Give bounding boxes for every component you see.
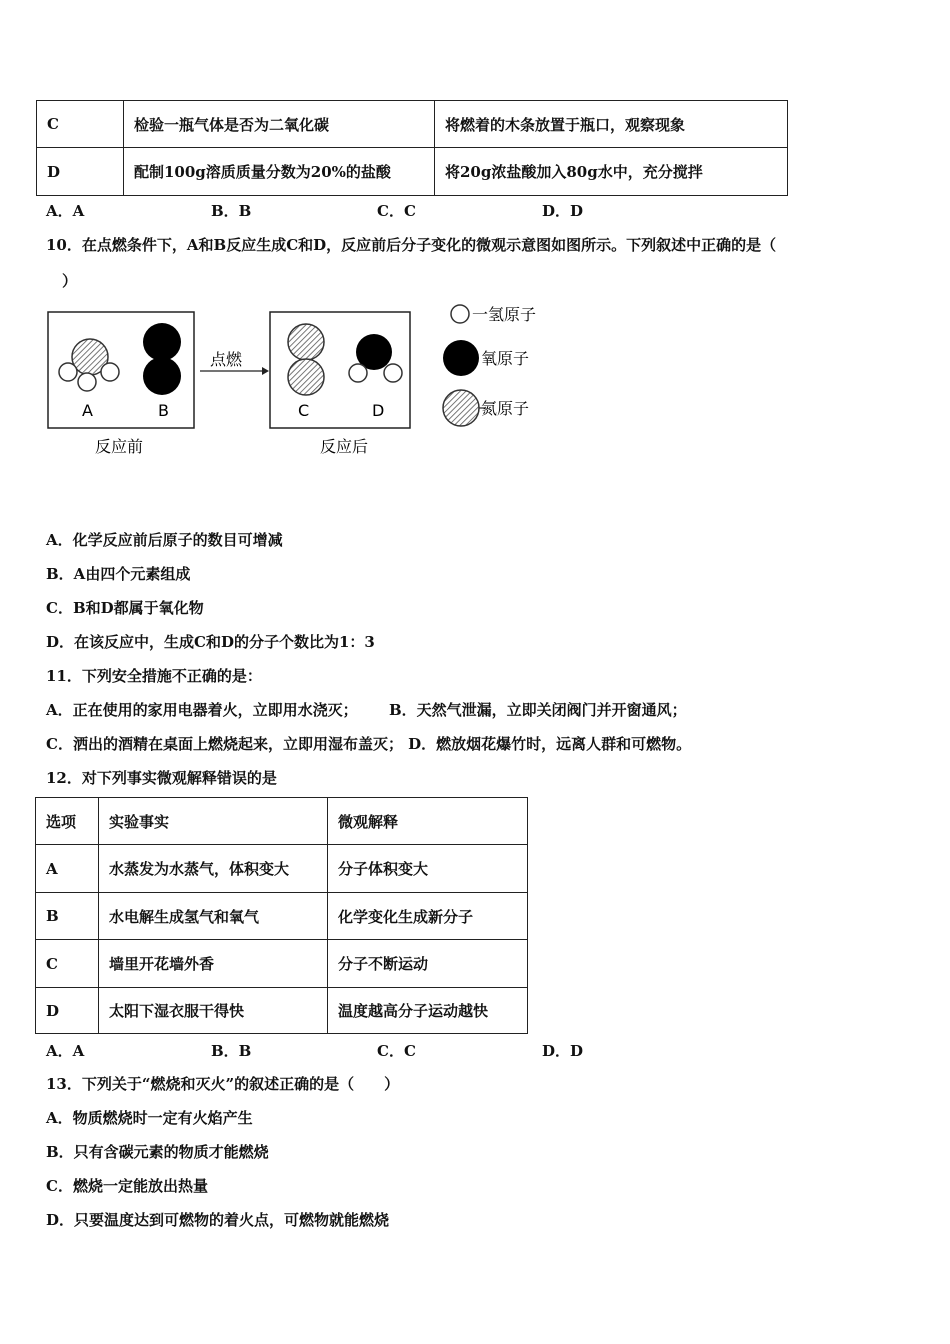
table-cell: D <box>36 988 99 1034</box>
hydrogen-atom-icon <box>101 363 119 381</box>
table-row <box>36 893 528 940</box>
q10-stem-end: ） <box>62 272 78 290</box>
hydrogen-legend-icon <box>451 305 469 323</box>
table-cell: 分子不断运动 <box>328 940 528 988</box>
table-cell: A <box>36 845 99 893</box>
q9-table <box>36 100 788 196</box>
table-row <box>36 940 528 988</box>
arrow-head-icon <box>262 367 269 375</box>
table-cell: 将燃着的木条放置于瓶口，观察现象 <box>435 101 788 148</box>
q11-options-line2[interactable]: C．洒出的酒精在桌面上燃烧起来，立即用湿布盖灭； D．燃放烟花爆竹时，远离人群和可燃物。 <box>46 735 692 753</box>
option-a[interactable]: A．A <box>46 1042 85 1060</box>
table-cell: B <box>36 893 99 940</box>
option-d[interactable]: D．D <box>542 202 584 220</box>
label-a: A <box>82 401 93 420</box>
table-header: 实验事实 <box>99 798 328 845</box>
table-row <box>37 101 788 148</box>
arrow-label: 点燃 <box>210 350 243 369</box>
table-cell: 配制100g溶质质量分数为20%的盐酸 <box>124 148 435 196</box>
table-cell: C <box>36 940 99 988</box>
table-row <box>36 988 528 1034</box>
q10-option-d[interactable]: D．在该反应中，生成C和D的分子个数比为1：3 <box>46 633 375 651</box>
oxygen-legend-icon <box>443 340 479 376</box>
table-cell: 墙里开花墙外香 <box>99 940 328 988</box>
q11-options-line1[interactable]: A．正在使用的家用电器着火，立即用水浇灭； B．天然气泄漏，立即关闭阀门并开窗通风； <box>46 701 687 719</box>
q10-stem: 10．在点燃条件下，A和B反应生成C和D，反应前后分子变化的微观示意图如图所示。下列叙述中正确的是（ <box>46 236 777 254</box>
nitrogen-legend-icon <box>443 390 479 426</box>
table-row <box>36 845 528 893</box>
table-header: 微观解释 <box>328 798 528 845</box>
option-b[interactable]: B．B <box>211 1042 252 1060</box>
label-d: D <box>372 401 385 420</box>
q13-option-b[interactable]: B．只有含碳元素的物质才能燃烧 <box>46 1143 269 1161</box>
legend-hydrogen: 一氢原子 <box>472 305 537 324</box>
q10-option-b[interactable]: B．A由四个元素组成 <box>46 565 191 583</box>
after-caption: 反应后 <box>320 437 369 456</box>
q11-stem: 11．下列安全措施不正确的是： <box>46 667 262 685</box>
option-d[interactable]: D．D <box>542 1042 584 1060</box>
nitrogen-atom-icon <box>288 359 324 395</box>
legend-nitrogen: 氮原子 <box>481 399 530 418</box>
nitrogen-atom-icon <box>288 324 324 360</box>
q13-stem: 13．下列关于“燃烧和灭火”的叙述正确的是（ ） <box>46 1075 400 1093</box>
oxygen-atom-icon <box>143 323 181 361</box>
table-header-row <box>36 798 528 845</box>
hydrogen-atom-icon <box>384 364 402 382</box>
table-header: 选项 <box>36 798 99 845</box>
q10-option-c[interactable]: C．B和D都属于氧化物 <box>46 599 204 617</box>
label-c: C <box>298 401 310 420</box>
reaction-diagram <box>40 296 560 466</box>
table-cell: C <box>37 101 124 148</box>
q13-option-d[interactable]: D．只要温度达到可燃物的着火点，可燃物就能燃烧 <box>46 1211 390 1229</box>
table-cell: D <box>37 148 124 196</box>
table-cell: 分子体积变大 <box>328 845 528 893</box>
table-cell: 太阳下湿衣服干得快 <box>99 988 328 1034</box>
label-b: B <box>158 401 169 420</box>
option-a[interactable]: A．A <box>46 202 85 220</box>
hydrogen-atom-icon <box>78 373 96 391</box>
oxygen-atom-icon <box>143 357 181 395</box>
legend-oxygen: 氧原子 <box>481 349 530 368</box>
hydrogen-atom-icon <box>349 364 367 382</box>
q12-table <box>35 797 528 1034</box>
table-cell: 水蒸发为水蒸气，体积变大 <box>99 845 328 893</box>
table-cell: 化学变化生成新分子 <box>328 893 528 940</box>
q13-option-c[interactable]: C．燃烧一定能放出热量 <box>46 1177 208 1195</box>
q12-stem: 12．对下列事实微观解释错误的是 <box>46 769 277 787</box>
option-b[interactable]: B．B <box>211 202 252 220</box>
table-row <box>37 148 788 196</box>
option-c[interactable]: C．C <box>377 202 416 220</box>
q10-option-a[interactable]: A．化学反应前后原子的数目可增减 <box>46 531 283 549</box>
table-cell: 水电解生成氢气和氧气 <box>99 893 328 940</box>
before-caption: 反应前 <box>95 437 144 456</box>
hydrogen-atom-icon <box>59 363 77 381</box>
table-cell: 检验一瓶气体是否为二氧化碳 <box>124 101 435 148</box>
q13-option-a[interactable]: A．物质燃烧时一定有火焰产生 <box>46 1109 253 1127</box>
table-cell: 将20g浓盐酸加入80g水中，充分搅拌 <box>435 148 788 196</box>
table-cell: 温度越高分子运动越快 <box>328 988 528 1034</box>
option-c[interactable]: C．C <box>377 1042 416 1060</box>
